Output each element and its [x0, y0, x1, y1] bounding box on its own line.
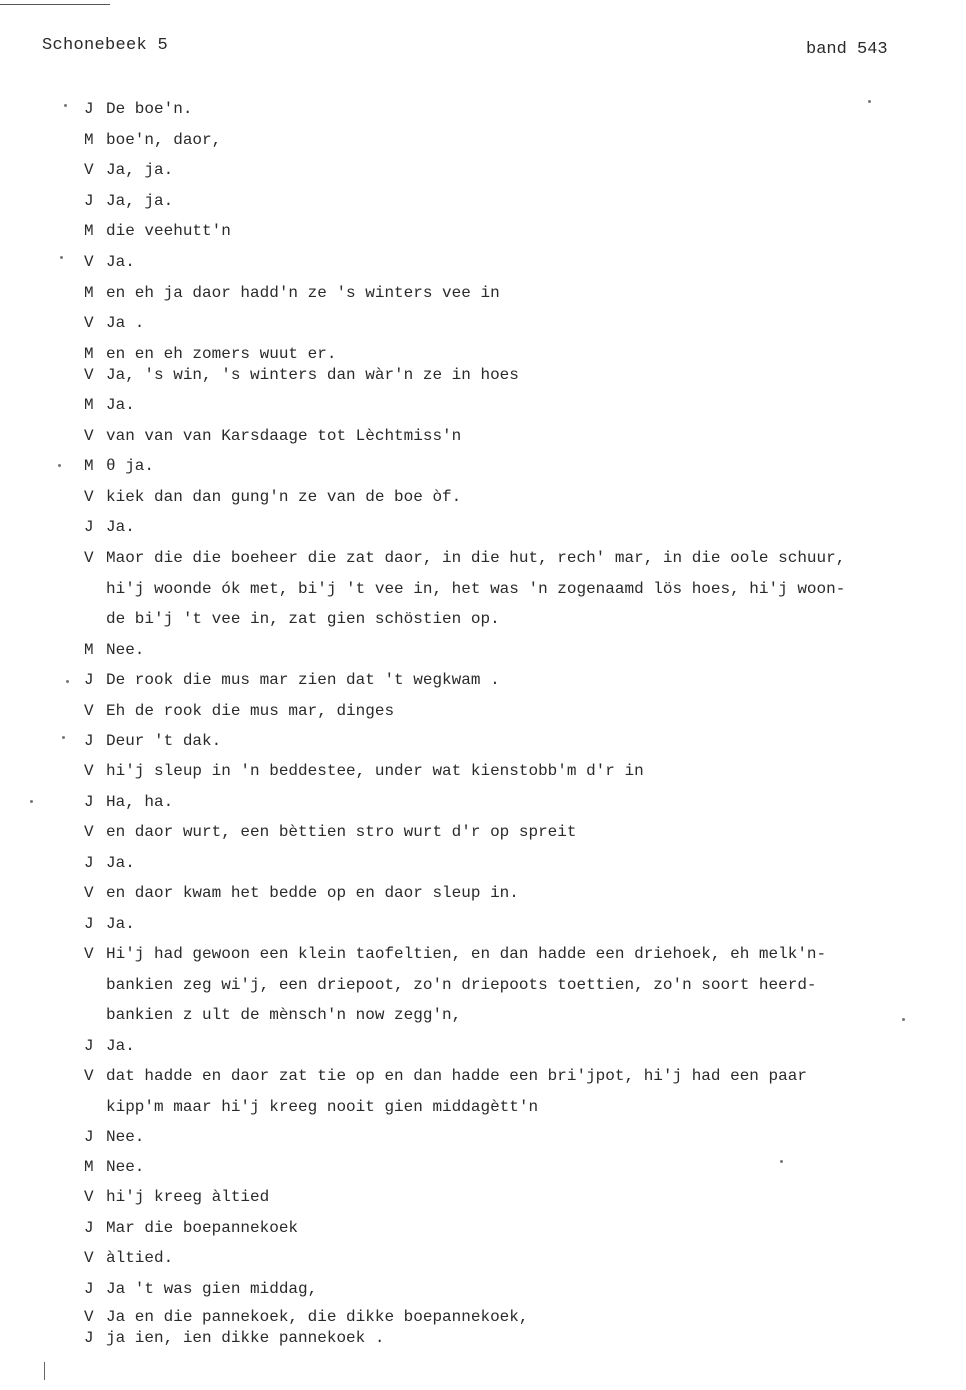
line-text: hi'j kreeg àltied [106, 1188, 270, 1206]
line-text: ja ien, ien dikke pannekoek . [106, 1329, 385, 1347]
line-text: Mar die boepannekoek [106, 1219, 299, 1237]
speaker-label: J [84, 1219, 94, 1237]
line-text: Ja. [106, 518, 135, 536]
line-text: boe'n, daor, [106, 131, 222, 149]
line-text: Deur 't dak. [106, 732, 222, 750]
transcript-line [84, 756, 644, 787]
speaker-label: V [84, 366, 94, 384]
line-text: De rook die mus mar zien dat 't wegkwam . [106, 671, 500, 689]
transcript-line [84, 512, 135, 543]
transcript-line [84, 665, 500, 696]
speaker-label: M [84, 457, 94, 475]
scan-speck [62, 736, 65, 739]
transcript-line [84, 421, 461, 452]
transcript-line [84, 635, 144, 666]
speaker-label: J [84, 1128, 94, 1146]
line-text: Maor die die boeheer die zat daor, in die hut, rech' mar, in die oole schuur, [106, 549, 846, 567]
line-text: Eh de rook die mus mar, dinges [106, 702, 395, 720]
speaker-label: J [84, 793, 94, 811]
speaker-label: M [84, 345, 94, 363]
speaker-label: M [84, 222, 94, 240]
line-text: hi'j sleup in 'n beddestee, under wat kienstobb'm d'r in [106, 762, 644, 780]
document-title: Schonebeek 5 [42, 36, 169, 55]
line-text: àltied. [106, 1249, 174, 1267]
speaker-label: V [84, 488, 94, 506]
line-text: Ja . [106, 314, 145, 332]
speaker-label: V [84, 253, 94, 271]
line-text: kipp'm maar hi'j kreeg nooit gien middagètt'n [106, 1098, 539, 1116]
line-text: kiek dan dan gung'n ze van de boe òf. [106, 488, 462, 506]
speaker-label: V [84, 1249, 94, 1267]
line-text: Ja. [106, 253, 135, 271]
line-text: Ja, 's win, 's winters dan wàr'n ze in hoes [106, 366, 519, 384]
transcript-line [84, 1031, 135, 1062]
scan-speck [780, 1160, 783, 1163]
speaker-label: M [84, 284, 94, 302]
scan-speck [902, 1018, 905, 1021]
speaker-label: V [84, 823, 94, 841]
line-text: Ja, ja. [106, 192, 174, 210]
line-text: en daor kwam het bedde op en daor sleup in. [106, 884, 519, 902]
transcript-line [84, 939, 826, 970]
transcript-line [84, 1182, 269, 1213]
line-text: Ja, ja. [106, 161, 174, 179]
line-text: bankien zeg wi'j, een driepoot, zo'n driepoots toettien, zo'n soort heerd- [106, 976, 817, 994]
line-text: Ja. [106, 915, 135, 933]
speaker-label: J [84, 1280, 94, 1298]
scan-speck [66, 680, 69, 683]
transcript-line [84, 817, 576, 848]
transcript-line [84, 848, 135, 879]
line-text: Hi'j had gewoon een klein taofeltien, en dan hadde een driehoek, eh melk'n- [106, 945, 827, 963]
line-text: hi'j woonde ók met, bi'j 't vee in, het was 'n zogenaamd lös hoes, hi'j woon- [106, 580, 846, 598]
transcript-line [84, 125, 221, 156]
line-text: Nee. [106, 641, 145, 659]
speaker-label: J [84, 1037, 94, 1055]
transcript-line [84, 696, 394, 727]
speaker-label: J [84, 671, 94, 689]
speaker-label: M [84, 1158, 94, 1176]
line-text: en eh ja daor hadd'n ze 's winters vee in [106, 284, 500, 302]
transcript-line [84, 543, 845, 574]
line-text: dat hadde en daor zat tie op en dan hadde een bri'jpot, hi'j had een paar [106, 1067, 807, 1085]
tape-number: band 543 [806, 40, 888, 59]
speaker-label: V [84, 945, 94, 963]
speaker-label: V [84, 1188, 94, 1206]
speaker-label: V [84, 762, 94, 780]
transcript-line [84, 1213, 298, 1244]
speaker-label: M [84, 641, 94, 659]
transcript-line [84, 390, 135, 421]
line-text: Ha, ha. [106, 793, 174, 811]
transcript-line [84, 1323, 384, 1354]
transcript-line [84, 1122, 144, 1153]
line-text: Ja. [106, 854, 135, 872]
line-text: en daor wurt, een bèttien stro wurt d'r op spreit [106, 823, 577, 841]
transcript-line [84, 726, 221, 757]
transcript-line [84, 1061, 807, 1092]
transcript-line [84, 216, 231, 247]
speaker-label: J [84, 1329, 94, 1347]
transcript-line [84, 787, 173, 818]
speaker-label: V [84, 1308, 94, 1326]
transcript-line-continuation [106, 604, 500, 635]
speaker-label: M [84, 131, 94, 149]
scan-speck [30, 800, 33, 803]
line-text: Ja. [106, 1037, 135, 1055]
transcript-line [84, 94, 192, 125]
line-text: de bi'j 't vee in, zat gien schöstien op. [106, 610, 500, 628]
line-text: en en eh zomers wuut er. [106, 345, 337, 363]
transcript-line [84, 878, 519, 909]
line-text: Nee. [106, 1158, 145, 1176]
scan-speck [60, 256, 63, 259]
speaker-label: V [84, 884, 94, 902]
transcript-line [84, 155, 173, 186]
speaker-label: V [84, 427, 94, 445]
line-text: Nee. [106, 1128, 145, 1146]
line-text: De boe'n. [106, 100, 193, 118]
line-text: Ja en die pannekoek, die dikke boepannekoek, [106, 1308, 529, 1326]
transcript-line [84, 360, 519, 391]
scan-speck [64, 104, 67, 107]
speaker-label: V [84, 549, 94, 567]
speaker-label: J [84, 732, 94, 750]
line-text: Ja. [106, 396, 135, 414]
transcript-line [84, 1243, 173, 1274]
line-text: die veehutt'n [106, 222, 231, 240]
transcript-line-continuation [106, 1092, 538, 1123]
speaker-label: J [84, 854, 94, 872]
speaker-label: V [84, 161, 94, 179]
transcript-line [84, 308, 144, 339]
line-text: van van van Karsdaage tot Lèchtmiss'n [106, 427, 462, 445]
transcript-line-continuation [106, 970, 817, 1001]
speaker-label: V [84, 314, 94, 332]
line-text: bankien z ult de mènsch'n now zegg'n, [106, 1006, 462, 1024]
transcript-line [84, 909, 135, 940]
transcript-line-continuation [106, 1000, 461, 1031]
transcript-line-continuation [106, 574, 845, 605]
speaker-label: J [84, 518, 94, 536]
speaker-label: V [84, 1067, 94, 1085]
transcript-line [84, 482, 461, 513]
speaker-label: V [84, 702, 94, 720]
speaker-label: J [84, 192, 94, 210]
speaker-label: J [84, 100, 94, 118]
transcript-line [84, 278, 500, 309]
scan-speck [868, 100, 871, 103]
speaker-label: M [84, 396, 94, 414]
transcript-line [84, 1152, 144, 1183]
transcript-line [84, 1274, 317, 1305]
scan-speck [58, 464, 61, 467]
transcript-line [84, 247, 135, 278]
line-text: Ja 't was gien middag, [106, 1280, 318, 1298]
line-text: θ ja. [106, 457, 155, 475]
transcript-line [84, 186, 173, 217]
transcript-line [84, 451, 154, 482]
margin-tick-mark [44, 1362, 45, 1380]
speaker-label: J [84, 915, 94, 933]
